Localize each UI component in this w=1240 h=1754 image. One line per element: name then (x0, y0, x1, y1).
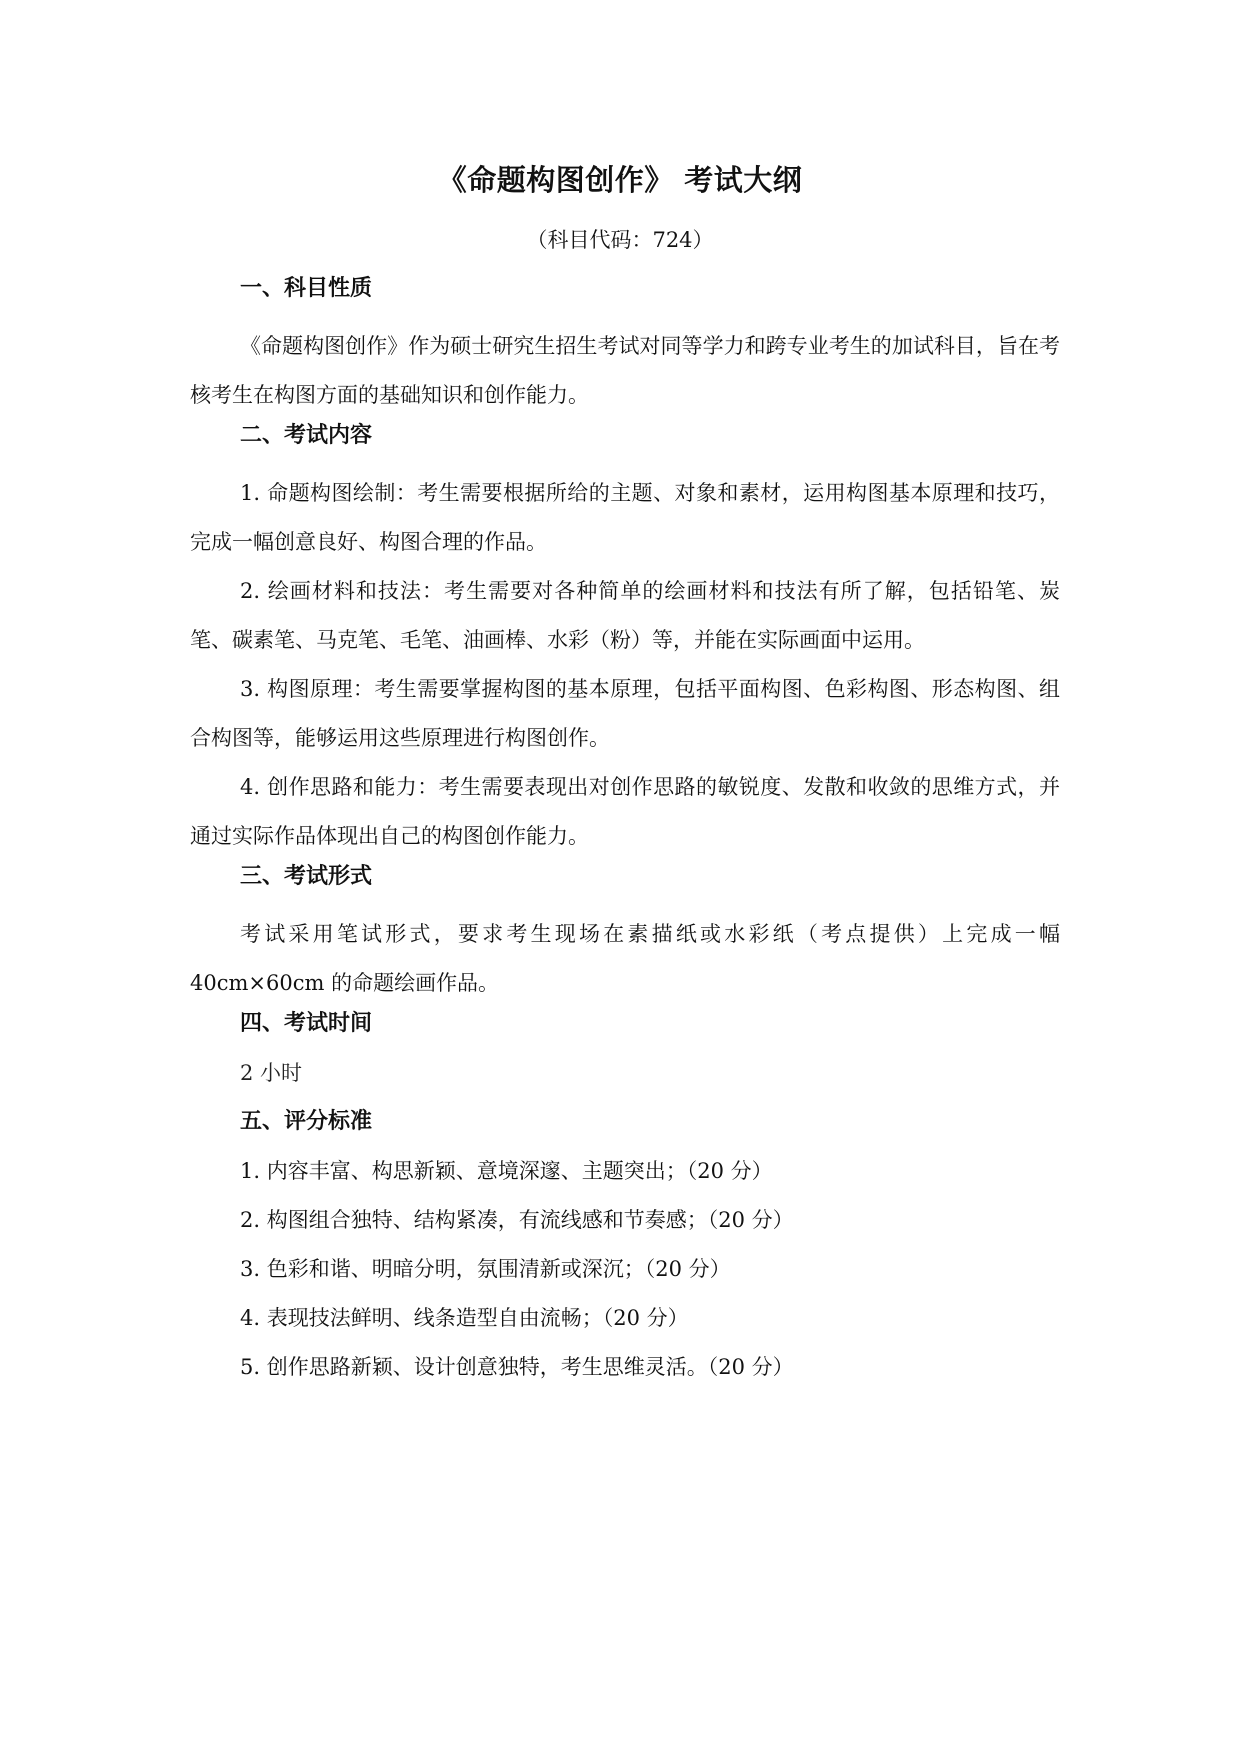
section-heading-content: 二、考试内容 (240, 423, 373, 448)
exam-duration: 2 小时 (240, 1061, 303, 1085)
section-heading-time: 四、考试时间 (240, 1011, 373, 1036)
nature-paragraph: 《命题构图创作》作为硕士研究生招生考试对同等学力和跨专业考生的加试科目，旨在考核考生在构图方面的基础知识和创作能力。 (190, 334, 1060, 407)
section-heading-nature: 一、科目性质 (240, 276, 373, 301)
section-heading-scoring: 五、评分标准 (240, 1109, 373, 1134)
document-title: 《命题构图创作》 考试大纲 (437, 163, 803, 197)
scoring-item-5: 5. 创作思路新颖、设计创意独特，考生思维灵活。（20 分） (240, 1355, 794, 1379)
document-body (190, 273, 1060, 1400)
content-item-3: 3. 构图原理：考生需要掌握构图的基本原理，包括平面构图、色彩构图、形态构图、组合构图等，能够运用这些原理进行构图创作。 (190, 677, 1060, 750)
scoring-item-4: 4. 表现技法鲜明、线条造型自由流畅；（20 分） (240, 1306, 689, 1330)
content-item-1: 1. 命题构图绘制：考生需要根据所给的主题、对象和素材，运用构图基本原理和技巧，完成一幅创意良好、构图合理的作品。 (190, 481, 1060, 554)
scoring-item-2: 2. 构图组合独特、结构紧凑，有流线感和节奏感；（20 分） (240, 1208, 794, 1232)
scoring-item-3: 3. 色彩和谐、明暗分明，氛围清新或深沉；（20 分） (240, 1257, 731, 1281)
subject-code: （科目代码：724） (526, 228, 714, 252)
content-item-4: 4. 创作思路和能力：考生需要表现出对创作思路的敏锐度、发散和收敛的思维方式，并通过实际作品体现出自己的构图创作能力。 (190, 775, 1060, 848)
content-item-2: 2. 绘画材料和技法：考生需要对各种简单的绘画材料和技法有所了解，包括铅笔、炭笔、碳素笔、马克笔、毛笔、油画棒、水彩（粉）等，并能在实际画面中运用。 (190, 579, 1060, 652)
format-paragraph: 考试采用笔试形式，要求考生现场在素描纸或水彩纸（考点提供）上完成一幅 40cm×60cm 的命题绘画作品。 (190, 922, 1060, 995)
section-heading-format: 三、考试形式 (240, 864, 373, 889)
scoring-item-1: 1. 内容丰富、构思新颖、意境深邃、主题突出；（20 分） (240, 1159, 773, 1183)
